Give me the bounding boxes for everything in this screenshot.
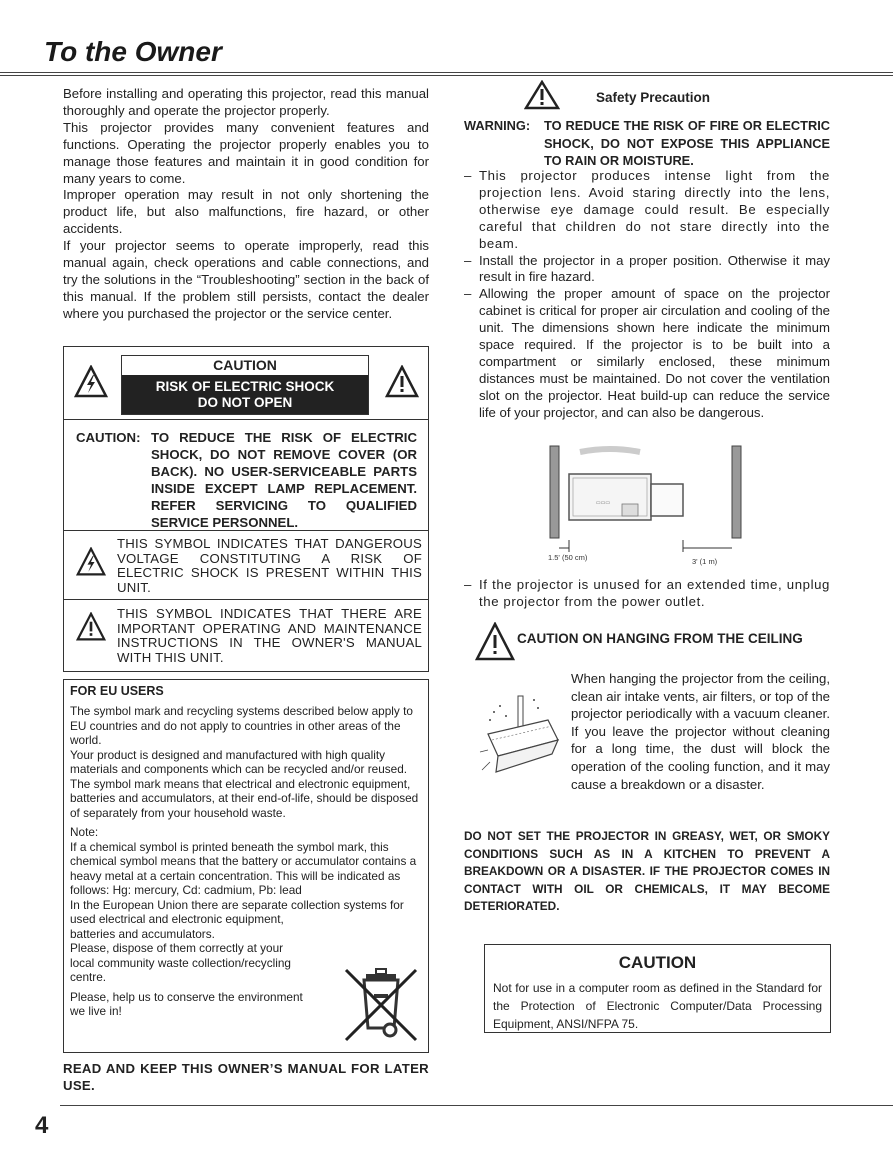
voltage-symbol-row: [64, 531, 428, 600]
exclamation-warning-icon: [475, 622, 515, 662]
list-item: – Install the projector in a proper position. Otherwise it may result in fire hazard.: [464, 252, 830, 285]
caution-label-warning: [122, 375, 368, 414]
do-not-set-warning: DO NOT SET THE PROJECTOR IN GREASY, WET, OR SMOKY CONDITIONS SUCH AS IN A KITCHEN TO PREVENT A BREAKDOWN OR A DISASTER. IF THE PROJECTOR COMES IN CONTACT WITH OIL OR CHEMICALS, IT MAY BECOME DETERIORATED.: [464, 829, 830, 914]
list-item: – This projector produces intense light from the projection lens. Avoid staring directly into the lens, otherwise eye damage could result. Be especially careful that children do not stare directly into the beam.: [464, 168, 830, 251]
crossed-bin-icon: [340, 966, 422, 1046]
intro-paragraph: Before installing and operating this projector, read this manual thoroughly and operate the projector properly.: [63, 86, 429, 118]
caution-lead: CAUTION:: [76, 430, 141, 445]
caution-label-line: DO NOT OPEN: [197, 395, 293, 410]
list-item: – Allowing the proper amount of space on the projector cabinet is critical for proper air circulation and cooling of the unit. The dimensions shown here indicate the minimum space required. If the projector is to be built into a compartment or similarly enclosed, these minimum distances must be maintained. Do not cover the ventilation slot on the projector. Heat build-up can reduce the service life of your projector, and can also be dangerous.: [464, 286, 830, 420]
warning-text: TO REDUCE THE RISK OF FIRE OR ELECTRIC SHOCK, DO NOT EXPOSE THIS APPLIANCE TO RAIN OR MOISTURE.: [544, 118, 830, 168]
list-item: – If the projector is unused for an extended time, unplug the projector from the power outlet.: [464, 577, 830, 609]
intro-paragraph: If your projector seems to operate improperly, read this manual again, check operations and cable connections, and try the solutions in the “Troubleshooting” section in the back of this manual. If the problem still persists, contact the dealer where you purchased the projector or the service center.: [63, 238, 429, 321]
lightning-warning-icon: [76, 547, 106, 577]
dimension-label-right: 3' (1 m): [692, 557, 718, 566]
footer-divider: [60, 1105, 893, 1106]
eu-paragraph: Please, dispose of them correctly at your: [70, 941, 284, 955]
ceiling-projector-illustration: [478, 690, 564, 776]
bullet-text: Install the projector in a proper position. Otherwise it may result in fire hazard.: [479, 252, 830, 285]
voltage-symbol-text: THIS SYMBOL INDICATES THAT DANGEROUS VOLTAGE CONSTITUTING A RISK OF ELECTRIC SHOCK IS PRESENT WITHIN THIS UNIT.: [117, 536, 422, 595]
eu-note-label: Note:: [70, 825, 99, 839]
eu-paragraph: In the European Union there are separate collection systems for used electrical and electronic equipment,: [70, 897, 404, 926]
safety-title: Safety Precaution: [596, 90, 711, 105]
clearance-diagram: [540, 444, 750, 570]
eu-users-box: [63, 679, 429, 1053]
eu-paragraph: we live in!: [70, 1004, 122, 1018]
hanging-text: When hanging the projector from the ceiling, clean air intake vents, air filters, or top of the projector periodically with a vacuum cleaner. If you leave the projector without cleaning for a long time, the dust will block the operation of the cooling function, and it may cause a breakdown or a disaster.: [571, 671, 830, 792]
eu-paragraph: If a chemical symbol is printed beneath the symbol mark, this chemical symbol means that the battery or accumulator contains a heavy metal at a certain concentration. This will be indicated as follows: Hg: mercury, Cd: cadmium, Pb: lead: [70, 839, 417, 897]
intro-paragraph: Improper operation may result in not only shortening the product life, but also malfunctions, fire hazard, or other accidents.: [63, 187, 429, 237]
svg-text:▭▭▭: ▭▭▭: [595, 500, 611, 506]
computer-room-caution-box: [484, 944, 831, 1033]
safety-bullets-2: [464, 577, 830, 611]
caution-title: CAUTION: [618, 953, 697, 972]
instructions-symbol-text: THIS SYMBOL INDICATES THAT THERE ARE IMPORTANT OPERATING AND MAINTENANCE INSTRUCTIONS IN THE OWNER'S MANUAL WITH THIS UNIT.: [117, 606, 422, 665]
lightning-warning-icon: [74, 365, 108, 399]
caution-box: [63, 346, 429, 672]
eu-heading: FOR EU USERS: [70, 684, 164, 698]
eu-paragraph: The symbol mark means that electrical and electronic equipment, batteries and accumulators, at their end-of-life, should be disposed of separately from your household waste.: [70, 776, 419, 820]
eu-paragraph: centre.: [70, 970, 107, 984]
eu-paragraph: Please, help us to conserve the environment: [70, 989, 303, 1004]
intro-paragraph: This projector provides many convenient features and functions. Operating the projector properly enables you to manage those features and maintain it in good condition for many years to come.: [63, 119, 429, 186]
bullet-text: Allowing the proper amount of space on the projector cabinet is critical for proper air circulation and cooling of the unit. The dimensions shown here indicate the minimum space required. If the projector is to be built into a compartment or similarly enclosed, these minimum distances must be maintained. Do not cover the ventilation slot on the projector. Heat build-up can reduce the service life of your projector, and can also be dangerous.: [479, 286, 830, 420]
eu-paragraph: local community waste collection/recycling: [70, 955, 291, 970]
caution-label-row: [64, 347, 428, 420]
eu-paragraph: The symbol mark and recycling systems described below apply to EU countries and do not apply to countries in other areas of the world.: [70, 704, 413, 747]
eu-paragraph: batteries and accumulators.: [70, 926, 215, 941]
title-divider: [0, 72, 893, 76]
caution-label-title: CAUTION: [213, 357, 277, 373]
caution-label: [121, 355, 369, 415]
bullet-text: This projector produces intense light from the projection lens. Avoid staring directly into the lens, otherwise eye damage could result. Be especially careful that children do not stare directly into the beam.: [479, 168, 830, 251]
instructions-symbol-row: [64, 600, 428, 672]
caution-body: TO REDUCE THE RISK OF ELECTRIC SHOCK, DO NOT REMOVE COVER (OR BACK). NO USER-SERVICEABLE PARTS INSIDE EXCEPT LAMP REPLACEMENT. REFER SERVICING TO QUALIFIED SERVICE PERSONNEL.: [151, 430, 417, 530]
bullet-text: If the projector is unused for an extended time, unplug the projector from the power outlet.: [479, 577, 830, 609]
warning-label: WARNING:: [464, 118, 531, 133]
exclamation-warning-icon: [76, 612, 106, 642]
eu-paragraph: Your product is designed and manufactured with high quality materials and components which can be recycled and/or reused.: [70, 747, 408, 776]
exclamation-warning-icon: [524, 80, 560, 110]
caution-statement: [64, 420, 428, 531]
exclamation-warning-icon: [385, 365, 419, 399]
hanging-title: CAUTION ON HANGING FROM THE CEILING: [517, 631, 803, 646]
dimension-label-left: 1.5' (50 cm): [548, 553, 588, 562]
keep-manual-text: READ AND KEEP THIS OWNER’S MANUAL FOR LATER USE.: [63, 1061, 429, 1093]
page-title: To the Owner: [44, 36, 222, 67]
caution-label-line: RISK OF ELECTRIC SHOCK: [155, 379, 335, 394]
page-number: 4: [35, 1112, 49, 1139]
safety-bullets: [464, 168, 830, 422]
caution-text: Not for use in a computer room as defined in the Standard for the Protection of Electronic Computer/Data Processing Equipment, ANSI/NFPA 75.: [493, 981, 822, 1031]
intro-section: [63, 86, 429, 323]
